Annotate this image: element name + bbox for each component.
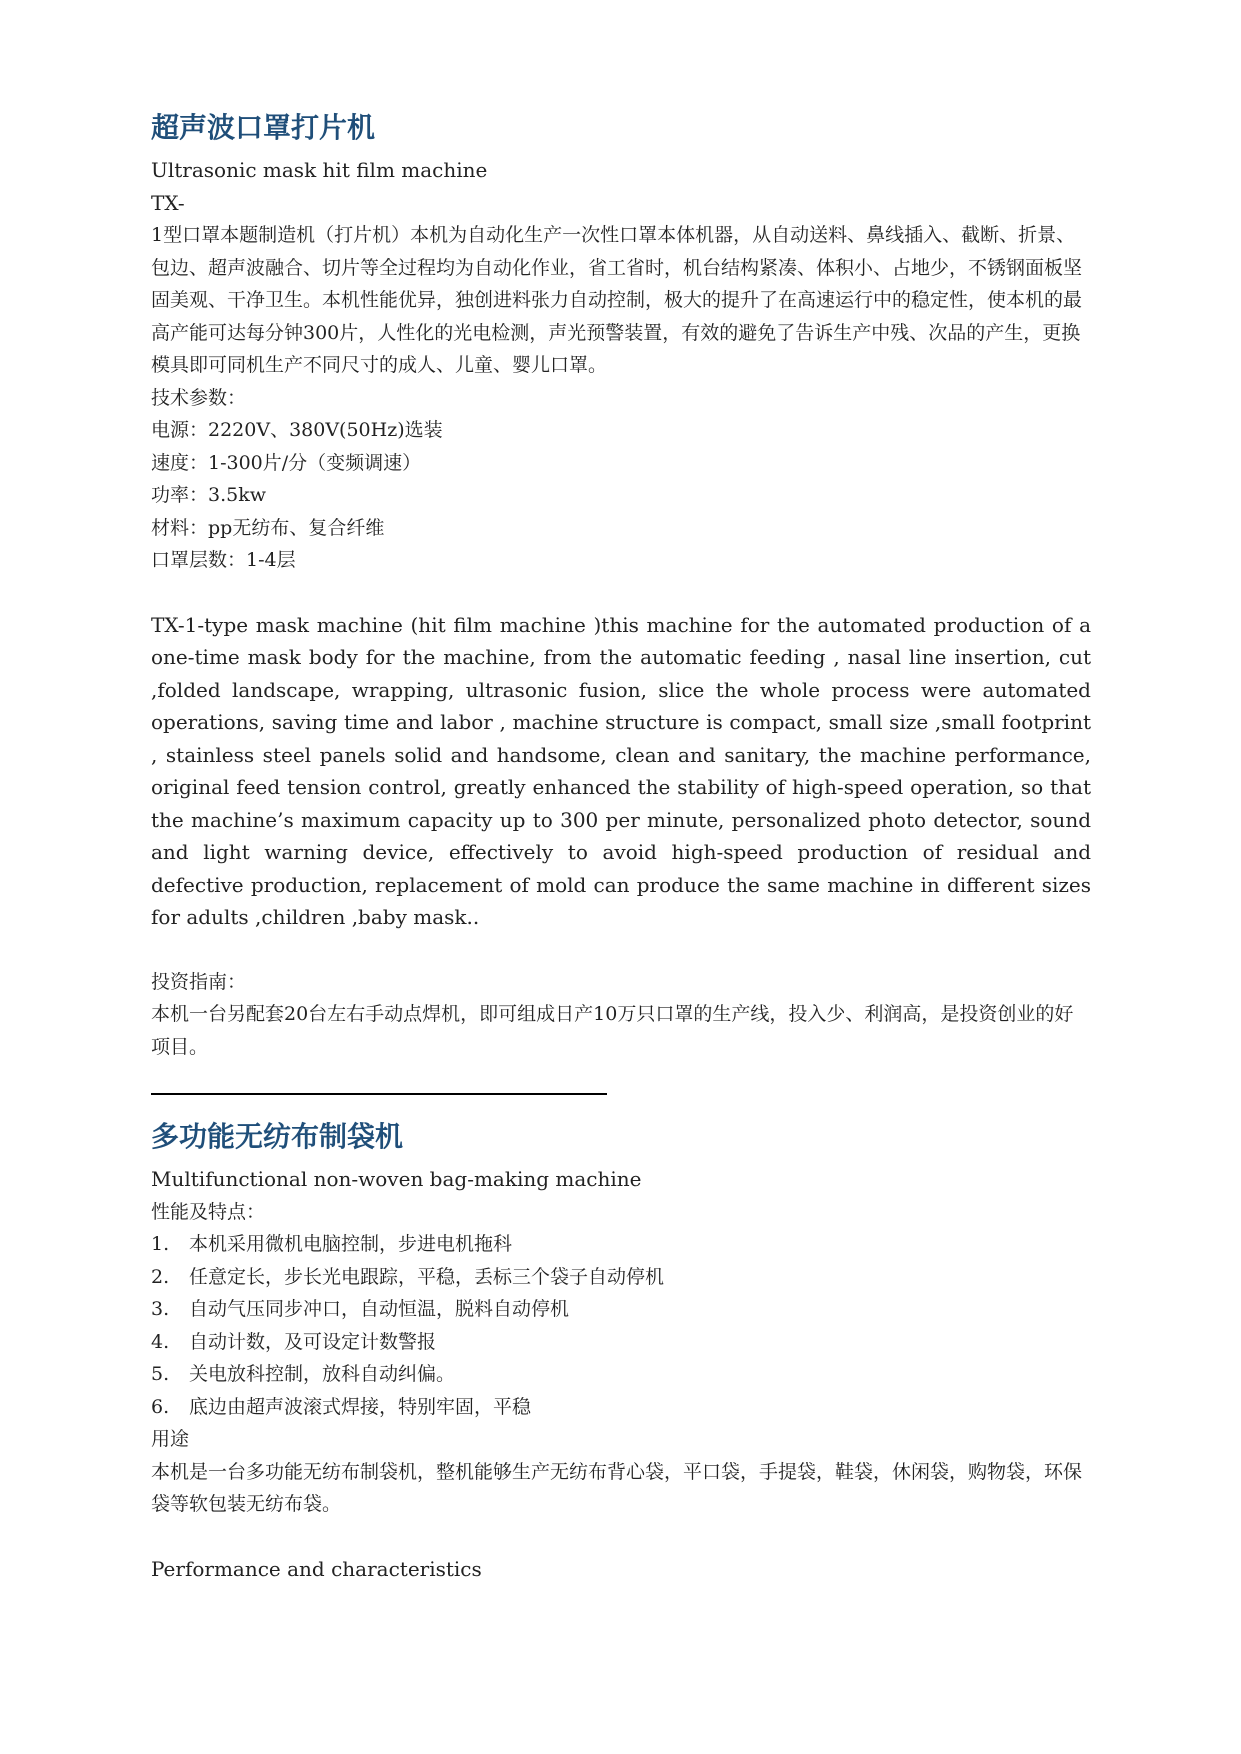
list-item [151, 1358, 1091, 1391]
section1-description-en: TX-1-type mask machine (hit film machine )this machine for the automated production of a one-time mask body for the machine, from the automatic feeding , nasal line insertion, cut ,folded landscape, wrapping, ultrasonic fusion, slice the whole process were automated operations, saving time and labor , machine structure is compact, small size ,small footprint , stainless steel panels solid and handsome, clean and sanitary, the machine performance, original feed tension control, greatly enhanced the stability of high-speed operation, so that the machine’s maximum capacity up to 300 per minute, personalized photo detector, sound and light warning device, effectively to avoid high-speed production of residual and defective production, replacement of mold can produce the same machine in different sizes for adults ,children ,baby mask.. [151, 612, 1091, 929]
spacer [151, 934, 1091, 966]
spec-layers: 口罩层数：1-4层 [151, 549, 296, 571]
list-number: 3. [151, 1298, 170, 1320]
list-text: 自动气压同步冲口，自动恒温，脱料自动停机 [189, 1298, 570, 1320]
section1-description-cn: 1型口罩本题制造机（打片机）本机为自动化生产一次性口罩本体机器，从自动送料、鼻线插入、截断、折景、包边、超声波融合、切片等全过程均为自动化作业，省工省时，机台结构紧凑、体积小、占地少，不锈钢面板坚固美观、干净卫生。本机性能优异，独创进料张力自动控制，极大的提升了在高速运行中的稳定性，使本机的最高产能可达每分钟300片，人性化的光电检测，声光预警装置，有效的避免了告诉生产中残、次品的产生，更换模具即可同机生产不同尺寸的成人、儿童、婴儿口罩。 [151, 224, 1083, 376]
spec-power-supply: 电源：2220V、380V(50Hz)选装 [151, 419, 443, 441]
list-text: 底边由超声波滚式焊接，特别牢固，平稳 [189, 1395, 532, 1418]
invest-heading: 投资指南： [151, 970, 247, 993]
list-item [151, 1293, 1091, 1326]
specs-heading: 技术参数： [151, 386, 247, 409]
list-item [151, 1261, 1091, 1294]
features-heading: 性能及特点： [151, 1200, 266, 1223]
list-number: 6. [151, 1395, 170, 1418]
spacer [151, 577, 1091, 609]
section1-title: 超声波口罩打片机 [151, 111, 376, 144]
list-item [151, 1228, 1091, 1261]
list-number: 5. [151, 1363, 170, 1385]
list-text: 关电放科控制，放科自动纠偏。 [189, 1363, 456, 1385]
list-text: 任意定长，步长光电跟踪，平稳，丢标三个袋子自动停机 [189, 1265, 665, 1288]
section2-title: 多功能无纺布制袋机 [151, 1120, 404, 1153]
section2-subtitle: Multifunctional non-woven bag-making machine [151, 1167, 642, 1191]
list-item [151, 1391, 1091, 1424]
page-content [151, 108, 1091, 1585]
spec-material: 材料：pp无纺布、复合纤维 [151, 516, 385, 539]
list-number: 2. [151, 1265, 170, 1288]
list-text: 本机采用微机电脑控制，步进电机拖科 [189, 1233, 513, 1255]
list-text: 自动计数，及可设定计数警报 [189, 1330, 437, 1353]
list-number: 1. [151, 1233, 170, 1255]
list-item [151, 1326, 1091, 1359]
features-list [151, 1228, 1091, 1423]
section1-model: TX- [151, 190, 185, 215]
section-divider [151, 1093, 607, 1095]
usage-heading: 用途 [151, 1428, 190, 1450]
invest-text: 本机一台另配套20台左右手动点焊机，即可组成日产10万只口罩的生产线，投入少、利润高，是投资创业的好项目。 [151, 1003, 1074, 1058]
spacer [151, 1521, 1091, 1553]
performance-en-heading: Performance and characteristics [151, 1556, 482, 1581]
list-number: 4. [151, 1330, 170, 1353]
section1-subtitle: Ultrasonic mask hit film machine [151, 158, 488, 182]
usage-text: 本机是一台多功能无纺布制袋机，整机能够生产无纺布背心袋，平口袋，手提袋，鞋袋，休闲袋，购物袋，环保袋等软包装无纺布袋。 [151, 1460, 1083, 1515]
spec-speed: 速度：1-300片/分（变频调速） [151, 451, 422, 474]
spec-power: 功率：3.5kw [151, 484, 266, 506]
